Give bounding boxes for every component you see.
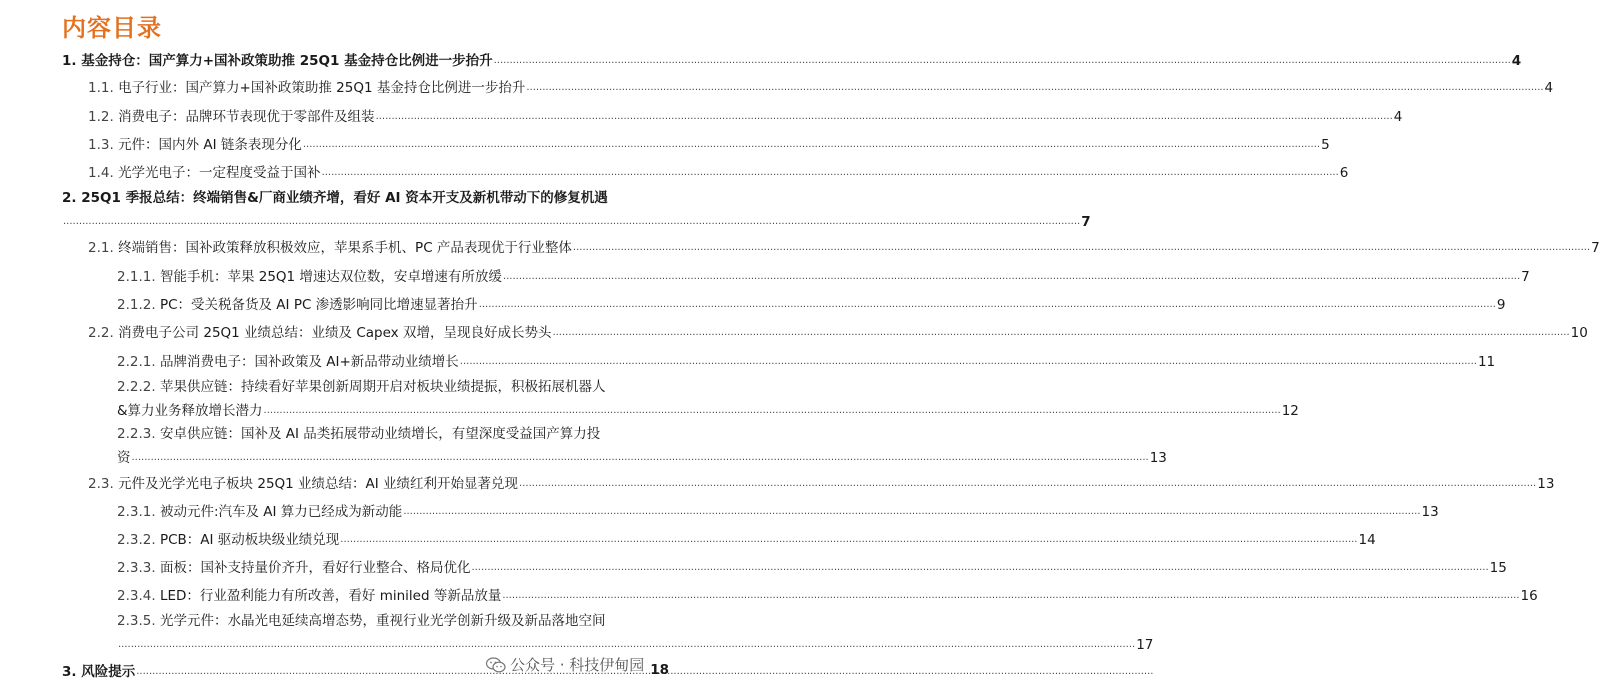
toc-number: 2. <box>62 190 77 206</box>
toc-leader <box>573 235 1590 259</box>
toc-entry-2-3-4[interactable] <box>117 583 1538 607</box>
page-title: 内容目录 <box>62 14 162 42</box>
toc-text: 被动元件:汽车及 AI 算力已经成为新动能 <box>159 504 403 520</box>
toc-text: 基金持仓：国产算力+国补政策助推 25Q1 基金持仓比例进一步抬升 <box>81 53 493 69</box>
toc-page: 13 <box>1149 450 1167 466</box>
toc-text-line2: &算力业务释放增长潜力 <box>117 403 263 419</box>
toc-text: 光学光电子：一定程度受益于国补 <box>118 165 321 181</box>
toc-page: 14 <box>1358 532 1376 548</box>
toc-entry-1-1[interactable] <box>88 75 1554 99</box>
toc-text: 元件：国内外 AI 链条表现分化 <box>118 137 302 153</box>
toc-entry-3[interactable] <box>62 659 497 683</box>
toc-page-3: 18 <box>650 662 669 678</box>
toc-entry-2[interactable] <box>62 187 1091 233</box>
toc-entry-2-1[interactable] <box>88 235 1600 259</box>
toc-text: 光学元件：水晶光电延续高增态势，重视行业光学创新升级及新品落地空间 <box>159 613 606 629</box>
toc-entry-2-3-1[interactable] <box>117 499 1439 523</box>
toc-number: 2.3.3. <box>117 560 156 576</box>
toc-page: 7 <box>1081 214 1091 230</box>
toc-text: 消费电子：品牌环节表现优于零部件及组装 <box>118 109 375 125</box>
toc-number: 1. <box>62 53 77 69</box>
toc-leader <box>460 349 1477 373</box>
toc-entry-2-2-1[interactable] <box>117 349 1496 373</box>
toc-leader <box>322 160 1339 184</box>
toc-text: 消费电子公司 25Q1 业绩总结：业绩及 Capex 双增，呈现良好成长势头 <box>118 325 552 341</box>
toc-page: 17 <box>1136 637 1154 653</box>
toc-leader <box>494 48 1511 72</box>
toc-leader <box>264 398 1281 422</box>
toc-leader <box>552 320 1569 344</box>
toc-number: 2.3.1. <box>117 504 156 520</box>
toc-page: 13 <box>1537 476 1555 492</box>
toc-text: 25Q1 季报总结：终端销售&厂商业绩齐增，看好 AI 资本开支及新机带动下的修复机遇 <box>81 190 608 206</box>
toc-text: 风险提示 <box>81 664 136 680</box>
toc-leader <box>63 209 1080 233</box>
toc-page: 16 <box>1520 588 1538 604</box>
toc-leader <box>526 75 1543 99</box>
toc-text: PC：受关税备货及 AI PC 渗透影响同比增速显著抬升 <box>159 297 478 313</box>
toc-page: 12 <box>1281 403 1299 419</box>
toc-leader <box>303 132 1320 156</box>
toc-number: 2.3. <box>88 476 114 492</box>
toc-number: 2.3.2. <box>117 532 156 548</box>
toc-page: 4 <box>1511 53 1522 69</box>
toc-text: PCB：AI 驱动板块级业绩兑现 <box>159 532 340 548</box>
toc-number: 3. <box>62 664 77 680</box>
toc-leader <box>403 499 1420 523</box>
toc-page: 5 <box>1321 137 1330 153</box>
toc-entry-2-2-2[interactable] <box>117 376 1299 422</box>
toc-entry-2-3[interactable] <box>88 471 1555 495</box>
toc-number: 1.1. <box>88 80 114 96</box>
toc-number: 2.3.5. <box>117 613 156 629</box>
toc-leader <box>503 264 1520 288</box>
toc-leader <box>502 583 1519 607</box>
toc-page: 13 <box>1421 504 1439 520</box>
toc-text: 电子行业：国产算力+国补政策助推 25Q1 基金持仓比例进一步抬升 <box>118 80 526 96</box>
toc-entry-2-1-1[interactable] <box>117 264 1530 288</box>
toc-entry-1[interactable] <box>62 48 1522 72</box>
toc-number: 2.1.2. <box>117 297 156 313</box>
toc-text-line1: 安卓供应链：国补及 AI 品类拓展带动业绩增长，有望深度受益国产算力投 <box>159 426 601 442</box>
toc-number: 2.2.3. <box>117 426 156 442</box>
toc-text: 品牌消费电子：国补政策及 AI+新品带动业绩增长 <box>159 354 459 370</box>
toc-number: 2.3.4. <box>117 588 156 604</box>
toc-leader <box>118 632 1135 656</box>
toc-entry-2-2[interactable] <box>88 320 1588 344</box>
toc-entry-1-4[interactable] <box>88 160 1349 184</box>
toc-leader <box>471 555 1488 579</box>
watermark <box>486 654 644 675</box>
toc-entry-2-3-3[interactable] <box>117 555 1507 579</box>
toc-text: 元件及光学光电子板块 25Q1 业绩总结：AI 业绩红利开始显著兑现 <box>118 476 519 492</box>
toc-leader <box>479 292 1496 316</box>
toc-number: 2.1.1. <box>117 269 156 285</box>
toc-text: 面板：国补支持量价齐升，看好行业整合、格局优化 <box>159 560 471 576</box>
toc-number: 2.2.2. <box>117 379 156 395</box>
toc-text-line1: 苹果供应链：持续看好苹果创新周期开启对板块业绩提振，积极拓展机器人 <box>159 379 606 395</box>
toc-entry-2-1-2[interactable] <box>117 292 1506 316</box>
toc-number: 1.4. <box>88 165 114 181</box>
watermark-text: 公众号 · 科技伊甸园 <box>510 656 645 674</box>
toc-entry-2-3-5[interactable] <box>117 610 1154 656</box>
toc-number: 1.2. <box>88 109 114 125</box>
toc-page: 4 <box>1544 80 1554 96</box>
toc-page: 10 <box>1570 325 1588 341</box>
toc-leader <box>340 527 1357 551</box>
toc-entry-1-3[interactable] <box>88 132 1330 156</box>
wechat-icon <box>486 657 506 673</box>
toc-text: 智能手机：苹果 25Q1 增速达双位数，安卓增速有所放缓 <box>159 269 502 285</box>
toc-page: 11 <box>1477 354 1496 370</box>
toc-number: 2.1. <box>88 240 114 256</box>
toc-leader <box>376 104 1393 128</box>
toc-text: 终端销售：国补政策释放积极效应，苹果系手机、PC 产品表现优于行业整体 <box>118 240 572 256</box>
toc-leader <box>132 445 1149 469</box>
toc-entry-1-2[interactable] <box>88 104 1403 128</box>
toc-text-line2: 资 <box>117 450 131 466</box>
toc-leader <box>519 471 1536 495</box>
toc-leader <box>136 659 1153 683</box>
toc-number: 2.2.1. <box>117 354 156 370</box>
toc-entry-2-3-2[interactable] <box>117 527 1376 551</box>
toc-text: LED：行业盈利能力有所改善，看好 miniled 等新品放量 <box>159 588 502 604</box>
toc-number: 1.3. <box>88 137 114 153</box>
toc-entry-2-2-3[interactable] <box>117 423 1167 469</box>
toc-page: 4 <box>1393 109 1403 125</box>
toc-page: 7 <box>1521 269 1530 285</box>
toc-page: 7 <box>1591 240 1600 256</box>
toc-page: 6 <box>1339 165 1349 181</box>
toc-number: 2.2. <box>88 325 114 341</box>
toc-page: 15 <box>1489 560 1507 576</box>
toc-page: 9 <box>1496 297 1506 313</box>
